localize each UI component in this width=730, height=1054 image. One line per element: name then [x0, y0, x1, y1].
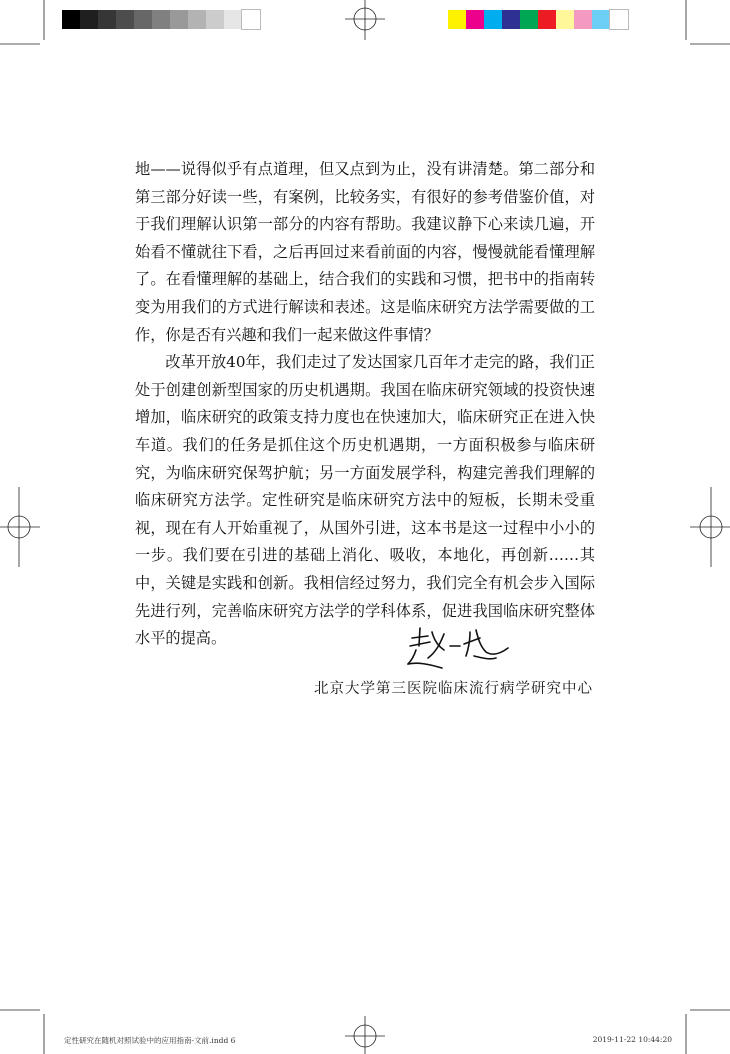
- print-slug-filename: 定性研究在随机对照试验中的应用指南-文前.indd 6: [64, 1036, 236, 1045]
- print-slug-datetime: 2019-11-22 10:44:20: [592, 1035, 672, 1044]
- body-text: [135, 156, 595, 653]
- paragraph-continued: 地——说得似乎有点道理，但又点到为止，没有讲清楚。第二部分和第三部分好读一些，有案例，比较务实，有很好的参考借鉴价值，对于我们理解认识第一部分的内容有帮助。我建议静下心来读几遍，开始看不懂就往下看，之后再回过来看前面的内容，慢慢就能看懂理解了。在看懂理解的基础上，结合我们的实践和习惯，把书中的指南转变为用我们的方式进行解读和表述。这是临床研究方法学需要做的工作，你是否有兴趣和我们一起来做这件事情？: [135, 160, 595, 344]
- paragraph-reform: 改革开放40年，我们走过了发达国家几百年才走完的路，我们正处于创建创新型国家的历史机遇期。我国在临床研究领域的投资快速增加，临床研究的政策支持力度也在快速加大，临床研究正在进入快车道。我们的任务是抓住这个历史机遇期，一方面积极参与临床研究，为临床研究保驾护航；另一方面发展学科，构建完善我们理解的临床研究方法学。定性研究是临床研究方法中的短板，长期未受重视，现在有人开始重视了，从国外引进，这本书是这一过程中小小的一步。我们要在引进的基础上消化、吸收，本地化，再创新……其中，关键是实践和创新。我相信经过努力，我们完全有机会步入国际先进行列，完善临床研究方法学的学科体系，促进我国临床研究整体水平的提高。: [135, 353, 595, 648]
- author-affiliation: 北京大学第三医院临床流行病学研究中心: [314, 681, 593, 697]
- registration-mark-bottom: [345, 1016, 385, 1054]
- registration-mark-left: [0, 487, 40, 567]
- handwritten-signature: [404, 624, 516, 674]
- registration-mark-top: [345, 0, 385, 40]
- registration-mark-right: [690, 487, 730, 567]
